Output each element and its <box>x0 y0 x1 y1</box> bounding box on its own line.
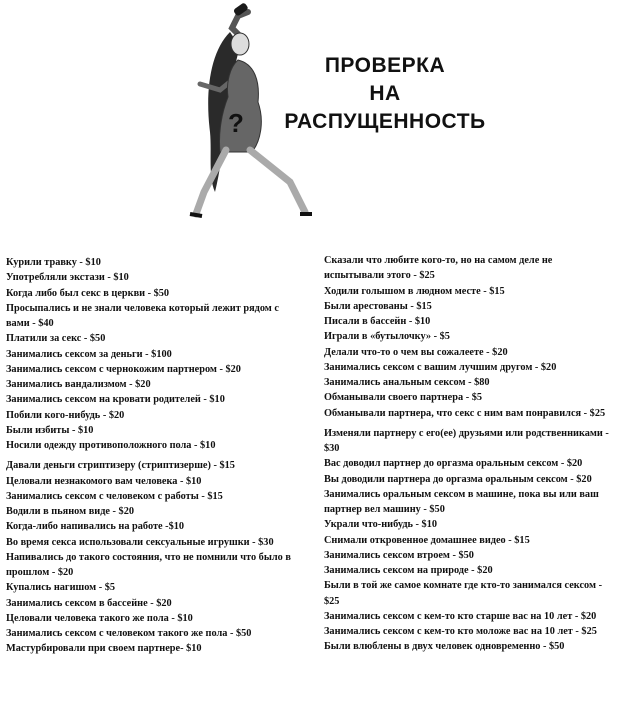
list-item: Занимались сексом с чернокожим партнером - $20 <box>6 363 241 375</box>
list-item: Были избиты - $10 <box>6 424 94 436</box>
list-item: Напивались до такого состояния, что не помнили что было в прошлом - $20 <box>6 551 291 578</box>
list-item: Делали что-то о чем вы сожалеете - $20 <box>324 346 508 358</box>
list-item: Просыпались и не знали человека который лежит рядом с вами - $40 <box>6 302 279 329</box>
list-item: Занимались сексом на кровати родителей - $10 <box>6 394 225 406</box>
list-item: Занимались сексом втроем - $50 <box>324 549 474 561</box>
list-item: Занимались сексом с вашим лучшим другом - $20 <box>324 361 557 373</box>
list-item: Занимались сексом с человеком с работы - $15 <box>6 490 223 502</box>
list-item: Занимались оральным сексом в машине, пока вы или ваш партнер вел машину - $50 <box>324 488 599 515</box>
list-item: Украли что-нибудь - $10 <box>324 519 437 531</box>
list-item: Занимались сексом с кем-то кто старше вас на 10 лет - $20 <box>324 610 597 622</box>
list-item: Занимались анальным сексом - $80 <box>324 377 490 388</box>
page-title <box>270 52 500 136</box>
list-item: Курили травку - $10 <box>6 257 101 268</box>
list-item: Занимались вандализмом - $20 <box>6 379 151 390</box>
list-item: Побили кого-нибудь - $20 <box>6 409 125 421</box>
list-item: Купались нагишом - $5 <box>6 582 116 594</box>
list-item: Занимались сексом на природе - $20 <box>324 565 493 576</box>
list-item: Целовали человека такого же пола - $10 <box>6 612 193 624</box>
list-item: Изменяли партнеру с его(ее) друзьями или родственниками - $30 <box>324 427 609 454</box>
list-item: Были влюблены в двух человек одновременно - $50 <box>324 641 565 653</box>
list-item: Были арестованы - $15 <box>324 300 432 312</box>
list-item: Во время секса использовали сексуальные игрушки - $30 <box>6 536 274 548</box>
title-line-3: РАСПУЩЕННОСТЬ <box>284 110 486 133</box>
left-list <box>6 255 304 657</box>
list-item: Сказали что любите кого-то, но на самом деле не испытывали этого - $25 <box>324 255 553 282</box>
list-item: Ходили голышом в людном месте - $15 <box>324 285 505 297</box>
list-item: Когда-либо напивались на работе -$10 <box>6 521 185 533</box>
list-item: Платили за секс - $50 <box>6 333 106 345</box>
list-item: Носили одежду противоположного пола - $10 <box>6 440 216 451</box>
title-line-1: ПРОВЕРКА <box>324 54 446 77</box>
list-item: Занимались сексом в бассейне - $20 <box>6 597 172 609</box>
list-item: Вы доводили партнера до оргазма оральным сексом - $20 <box>324 473 592 485</box>
list-item: Играли в «бутылочку» - $5 <box>324 331 450 343</box>
list-item: Занимались сексом с кем-то кто моложе вас на 10 лет - $25 <box>324 626 597 637</box>
list-item: Когда либо был секс в церкви - $50 <box>6 287 170 299</box>
list-item: Целовали незнакомого вам человека - $10 <box>6 475 202 487</box>
list-item: Писали в бассейн - $10 <box>324 316 431 327</box>
list-item: Водили в пьяном виде - $20 <box>6 506 134 517</box>
list-item: Давали деньги стриптизеру (стриптизерше) - $15 <box>6 460 235 472</box>
list-item: Мастурбировали при своем партнере- $10 <box>6 643 202 655</box>
list-item: Снимали откровенное домашнее видео - $15 <box>324 534 530 546</box>
list-item: Были в той же самое комнате где кто-то занимался сексом - $25 <box>324 580 603 607</box>
question-mark: ? <box>228 108 244 138</box>
list-item: Обманывали своего партнера - $5 <box>324 392 483 404</box>
list-item: Обманывали партнера, что секс с ним вам понравился - $25 <box>324 407 606 419</box>
list-item: Употребляли экстази - $10 <box>6 272 129 284</box>
list-item: Вас доводил партнер до оргазма оральным сексом - $20 <box>324 458 583 470</box>
list-item: Занимались сексом с человеком такого же пола - $50 <box>6 628 252 639</box>
right-list <box>324 253 614 655</box>
title-line-2: НА <box>369 82 401 105</box>
list-item: Занимались сексом за деньги - $100 <box>6 348 172 360</box>
